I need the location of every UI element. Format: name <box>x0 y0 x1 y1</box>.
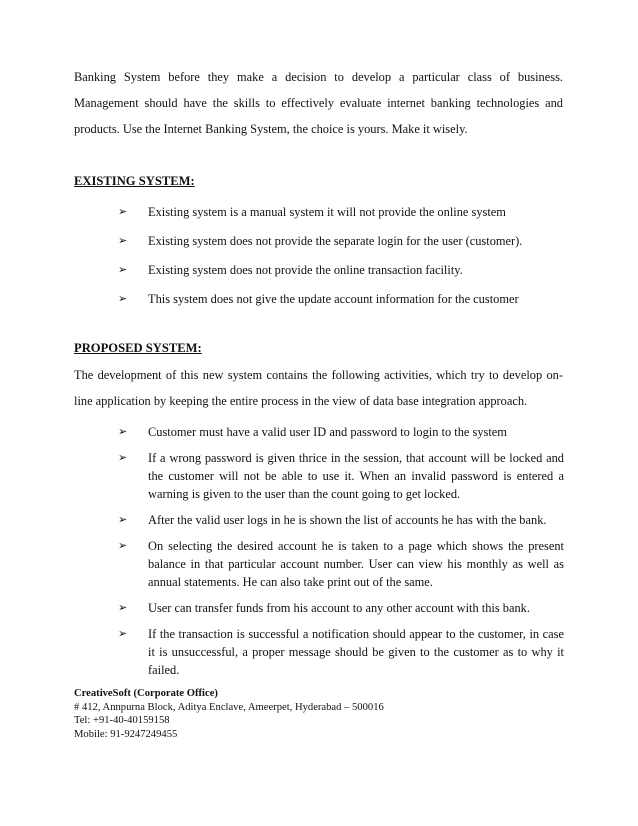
arrow-bullet-icon: ➢ <box>118 451 128 464</box>
arrow-bullet-icon: ➢ <box>118 539 128 552</box>
footer-tel: Tel: +91-40-40159158 <box>74 715 170 726</box>
list-item <box>118 290 564 308</box>
list-item-text: Existing system does not provide the separate login for the user (customer). <box>148 234 523 248</box>
arrow-bullet-icon: ➢ <box>118 205 128 218</box>
list-item-text: User can transfer funds from his account to any other account with this bank. <box>148 601 530 615</box>
arrow-bullet-icon: ➢ <box>118 513 128 526</box>
footer-company: CreativeSoft (Corporate Office) <box>74 688 218 699</box>
list-item-text: This system does not give the update account information for the customer <box>148 292 519 306</box>
list-item-text: After the valid user logs in he is shown the list of accounts he has with the bank. <box>148 513 547 527</box>
list-item <box>118 537 564 591</box>
footer-mobile: Mobile: 91-9247249455 <box>74 728 178 740</box>
arrow-bullet-icon: ➢ <box>118 627 128 640</box>
intro-paragraph: Banking System before they make a decision to develop a particular class of business. Management should have the skills to effectively evaluate internet banking technologies and products. Use the Internet Banking System, the choice is yours. Make it wisely. <box>74 70 563 136</box>
arrow-bullet-icon: ➢ <box>118 292 128 305</box>
list-item <box>118 261 564 279</box>
page-footer <box>74 687 384 741</box>
proposed-system-heading: PROPOSED SYSTEM: <box>74 341 202 355</box>
arrow-bullet-icon: ➢ <box>118 263 128 276</box>
proposed-system-list <box>118 423 564 687</box>
list-item-text: Existing system is a manual system it will not provide the online system <box>148 205 506 219</box>
list-item-text: Customer must have a valid user ID and password to login to the system <box>148 425 507 439</box>
list-item <box>118 625 564 679</box>
list-item <box>118 423 564 441</box>
list-item-text: On selecting the desired account he is taken to a page which shows the present balance in that particular account number. User can view his monthly as well as annual statements. He can also take print out of the same. <box>148 539 564 589</box>
existing-system-heading: EXISTING SYSTEM: <box>74 174 195 188</box>
list-item <box>118 511 564 529</box>
existing-system-list <box>118 203 564 319</box>
list-item-text: Existing system does not provide the online transaction facility. <box>148 263 463 277</box>
list-item-text: If the transaction is successful a notification should appear to the customer, in case it is unsuccessful, a proper message should be given to the customer as to why it failed. <box>148 627 564 677</box>
list-item <box>118 449 564 503</box>
arrow-bullet-icon: ➢ <box>118 425 128 438</box>
list-item <box>118 599 564 617</box>
list-item <box>118 203 564 221</box>
arrow-bullet-icon: ➢ <box>118 234 128 247</box>
list-item-text: If a wrong password is given thrice in the session, that account will be locked and the customer will not be able to use it. When an invalid password is entered a warning is given to the user than the count going to get locked. <box>148 451 564 501</box>
arrow-bullet-icon: ➢ <box>118 601 128 614</box>
footer-address: # 412, Annpurna Block, Aditya Enclave, Ameerpet, Hyderabad – 500016 <box>74 701 384 713</box>
list-item <box>118 232 564 250</box>
proposed-system-paragraph: The development of this new system contains the following activities, which try to develop on-line application by keeping the entire process in the view of data base integration approach. <box>74 368 563 408</box>
